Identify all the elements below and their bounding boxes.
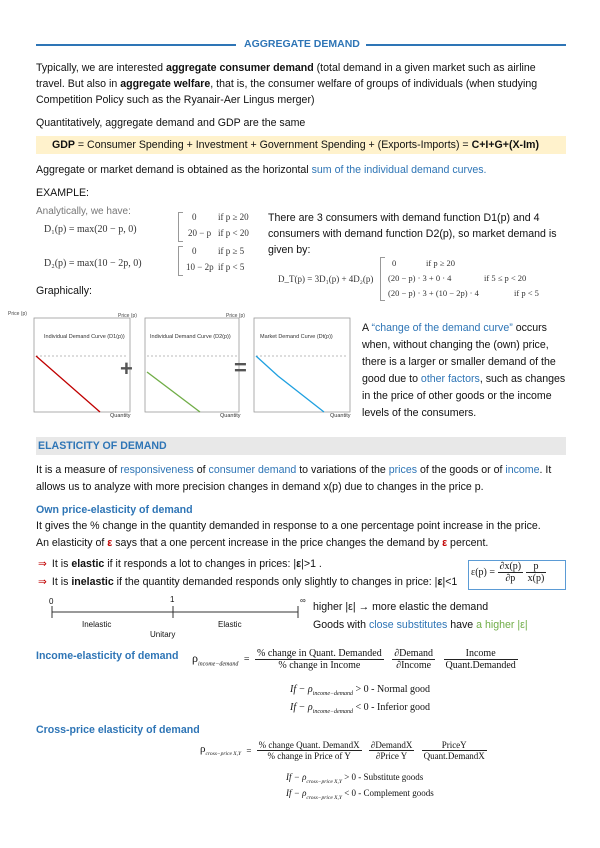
arrow-icon: ⇒ <box>38 576 47 588</box>
dt-formula: D_T(p) = 3D₁(p) + 4D₂(p) <box>278 274 374 284</box>
epsilon-symbol: ε <box>296 558 302 570</box>
cond-sub: income−demand <box>312 691 354 697</box>
higher-epsilon-highlight: a higher |ε| <box>476 619 528 631</box>
intro-bold-welfare: aggregate welfare <box>120 78 211 90</box>
prices-highlight: prices <box>388 464 418 476</box>
inferior-good-condition <box>290 702 430 715</box>
example-label: EXAMPLE: <box>36 187 89 199</box>
income-elasticity-title: Income-elasticity of demand <box>36 650 179 662</box>
income-rho <box>192 651 239 668</box>
dt-case2-cond: if 5 ≤ p < 20 <box>484 273 527 283</box>
income-frac2 <box>392 648 435 671</box>
d2-formula: D₂(p) = max(10 − 2p, 0) <box>44 258 142 269</box>
rho-subscript: cross−price X,Y <box>205 751 242 758</box>
formula-frac2 <box>526 561 547 584</box>
chart3-demand-line <box>256 356 324 412</box>
consumer-demand-highlight: consumer demand <box>208 464 297 476</box>
chart2-quantity-label: Quantity <box>220 413 241 419</box>
cross-frac3 <box>422 740 487 761</box>
rho-symbol: ρ <box>192 651 198 666</box>
chart1-frame <box>34 318 130 412</box>
equals: = <box>243 654 250 665</box>
formula-num1: ∂x(p) <box>499 561 522 572</box>
intro-bold-consumer-demand: aggregate consumer demand <box>165 62 314 74</box>
scale-unitary: Unitary <box>150 630 176 639</box>
intro-text: , that is, the consumer welfare of groups of individuals (when studying Competition Policy such as the Ryanair-Aer Lingus merger) <box>36 78 538 106</box>
dt-case1-cond: if p ≥ 20 <box>426 258 455 268</box>
cond-sub: cross−price X,Y <box>306 794 342 801</box>
aggregate-sentence <box>36 164 487 176</box>
chart1-price-label: Price (p) <box>8 311 27 317</box>
chart-market-demand <box>254 318 350 412</box>
substitutes-note <box>313 619 528 631</box>
graphically-label: Graphically: <box>36 285 92 297</box>
change-text: , such as changes in the price of other goods or the income levels of the consumers. <box>362 373 566 419</box>
scale-inelastic: Inelastic <box>82 620 112 629</box>
gdp-sentence: Quantitatively, aggregate demand and GDP are the same <box>36 117 306 129</box>
note-text: have <box>447 619 477 631</box>
cross-num1: % change Quant. DemandX <box>258 740 360 750</box>
inelastic-bullet <box>38 576 457 588</box>
chart-individual-d1 <box>34 318 130 412</box>
intro-paragraph <box>36 60 566 108</box>
def-text: of <box>193 464 209 476</box>
cross-den2: ∂Price Y <box>375 751 408 761</box>
bullet-text: if the quantity demanded responds only slightly to changes in price: | <box>113 576 438 588</box>
d1-case2-cond: if p < 20 <box>218 228 249 238</box>
bullet-text: |>1 . <box>301 558 322 570</box>
substitute-goods-condition <box>286 772 423 785</box>
income-num1: % change in Quant. Demanded <box>257 648 382 659</box>
income-frac1 <box>255 648 384 671</box>
responsiveness-highlight: responsiveness <box>120 464 194 476</box>
chart2-price-label: Price (p) <box>118 313 137 319</box>
equals: = <box>246 745 252 756</box>
arrow-icon: ⇒ <box>38 558 47 570</box>
elastic-bullet <box>38 558 322 570</box>
cross-den3: Quant.DemandX <box>423 751 485 761</box>
scale-infinity: ∞ <box>300 596 306 605</box>
intro-text: Typically, we are interested <box>36 62 166 74</box>
epsilon-symbol: ε <box>442 537 448 549</box>
cond-sub: cross−price X,Y <box>306 778 342 785</box>
chart1-title: Individual Demand Curve (D1(p)) <box>44 334 125 340</box>
d1-formula: D₁(p) = max(20 − p, 0) <box>44 224 137 235</box>
own-text: percent. <box>447 537 489 549</box>
cross-elasticity-title: Cross-price elasticity of demand <box>36 724 200 736</box>
chart2-frame <box>145 318 239 412</box>
dt-case2-val: (20 − p) · 3 + 0 · 4 <box>388 273 452 283</box>
cross-frac2 <box>369 740 414 761</box>
income-formula <box>192 648 518 671</box>
inelastic-bold: inelastic <box>71 576 114 588</box>
own-text: says that a one percent increase in the price changes the demand by <box>112 537 443 549</box>
chart3-quantity-label: Quantity <box>330 413 351 419</box>
note-text: Goods with <box>313 619 369 631</box>
own-price-p1: It gives the % change in the quantity demanded in response to a one percentage point increase in the price. <box>36 520 541 532</box>
dt-case3-cond: if p < 5 <box>514 288 539 298</box>
d1-brace <box>178 212 183 242</box>
rho-subscript: income−demand <box>198 661 239 668</box>
def-text: It is a measure of <box>36 464 121 476</box>
epsilon-symbol: ε <box>107 537 113 549</box>
page-title: AGGREGATE DEMAND <box>244 38 360 50</box>
def-text: to variations of the <box>296 464 389 476</box>
other-factors-highlight: other factors <box>420 373 480 385</box>
cross-frac1 <box>257 740 362 761</box>
income-frac3 <box>444 648 518 671</box>
elasticity-definition <box>36 462 566 496</box>
own-price-title: Own price-elasticity of demand <box>36 504 193 516</box>
scale-one: 1 <box>170 595 175 604</box>
dt-brace <box>380 257 385 301</box>
title-rule-left <box>36 44 236 46</box>
intro-text: (total demand in a given market such as airline travel. But also in <box>36 62 536 90</box>
income-den3: Quant.Demanded <box>445 660 516 671</box>
d2-case2-cond: if p < 5 <box>218 262 245 272</box>
cond-rest: > 0 - Substitute goods <box>341 772 424 782</box>
chart1-quantity-label: Quantity <box>110 413 131 419</box>
equals-sign: = <box>234 355 247 380</box>
d2-case1-cond: if p ≥ 5 <box>218 246 245 256</box>
plus-sign: + <box>120 356 133 381</box>
demand-charts <box>8 308 358 420</box>
gdp-label: GDP <box>52 139 75 151</box>
income-den1: % change in Income <box>278 660 361 671</box>
normal-good-condition <box>290 684 430 697</box>
d1-case1-cond: if p ≥ 20 <box>218 212 249 222</box>
bullet-text: It is <box>51 576 72 588</box>
chart2-title: Individual Demand Curve (D2(p)) <box>150 334 231 340</box>
d1-case1-val: 0 <box>192 212 197 222</box>
scale-elastic: Elastic <box>218 620 242 629</box>
gdp-short: C+I+G+(X-Im) <box>471 139 539 151</box>
chart3-title: Market Demand Curve (Dt(p)) <box>260 334 333 340</box>
change-text: occurs when, without changing the (own) price, there is a larger or smaller demand of the good due to <box>362 322 556 385</box>
bullet-text: if it responds a lot to changes in prices: | <box>104 558 297 570</box>
income-den2: ∂Income <box>396 660 432 671</box>
formula-den2: x(p) <box>527 573 545 584</box>
scale-zero: 0 <box>49 597 54 606</box>
formula-frac1 <box>498 561 524 584</box>
cross-num3: PriceY <box>422 740 487 751</box>
own-text: An elasticity of <box>36 537 108 549</box>
cond-rest: > 0 - Normal good <box>353 684 431 695</box>
gdp-components: = Consumer Spending + Investment + Government Spending + (Exports-Imports) = <box>74 139 472 151</box>
cross-num2: ∂DemandX <box>370 740 413 750</box>
gdp-formula <box>52 139 539 151</box>
cond-rest: < 0 - Inferior good <box>353 702 431 713</box>
cross-den1: % change in Price of Y <box>267 751 351 761</box>
cond-text: If − ρ <box>286 772 307 782</box>
elasticity-header: ELASTICITY OF DEMAND <box>38 440 167 452</box>
dt-case3-val: (20 − p) · 3 + (10 − 2p) · 4 <box>388 288 479 298</box>
chart1-demand-line <box>36 356 100 412</box>
example-text: There are 3 consumers with demand function D1(p) and 4 consumers with demand function D2(p), so market demand is given by: <box>268 212 557 256</box>
cond-text: If − ρ <box>290 702 313 713</box>
cross-rho <box>200 743 242 758</box>
bullet-text: |<1 <box>442 576 458 588</box>
elastic-bold: elastic <box>71 558 105 570</box>
income-highlight: income <box>505 464 540 476</box>
close-substitutes-highlight: close substitutes <box>368 619 448 631</box>
chart-individual-d2 <box>145 318 239 412</box>
cond-text: If − ρ <box>290 684 313 695</box>
change-highlight: “change of the demand curve” <box>371 322 513 334</box>
def-text: of the goods or of <box>417 464 506 476</box>
chart3-frame <box>254 318 350 412</box>
cond-text: If − ρ <box>286 788 307 798</box>
complement-goods-condition <box>286 788 434 801</box>
d2-case1-val: 0 <box>192 246 197 256</box>
higher-epsilon-note: higher |ε| → more elastic the demand <box>313 601 489 613</box>
cond-rest: < 0 - Complement goods <box>341 788 434 798</box>
elasticity-formula <box>471 561 546 584</box>
income-num2: ∂Demand <box>394 648 434 659</box>
change-text: A <box>362 322 372 334</box>
d2-brace <box>178 246 183 276</box>
aggregate-text: Aggregate or market demand is obtained as the horizontal <box>36 164 312 176</box>
formula-den1: ∂p <box>505 573 516 584</box>
cross-formula <box>200 740 487 761</box>
epsilon-symbol: ε <box>437 576 443 588</box>
chart2-demand-line <box>147 372 200 412</box>
aggregate-highlight: sum of the individual demand curves. <box>311 164 487 176</box>
bullet-text: It is <box>51 558 72 570</box>
d1-case2-val: 20 − p <box>188 228 212 238</box>
formula-num2: p <box>526 561 547 573</box>
own-price-p2 <box>36 537 488 549</box>
def-text: . It allows us to analyze with more precision changes in demand x(p) due to changes in the price p. <box>36 464 552 493</box>
rho-symbol: ρ <box>200 743 206 756</box>
analytically-label: Analytically, we have: <box>36 206 131 217</box>
dt-case1-val: 0 <box>392 258 397 268</box>
chart3-price-label: Price (p) <box>226 313 245 319</box>
income-num3: Income <box>444 648 518 660</box>
title-rule-right <box>366 44 566 46</box>
d2-case2-val: 10 − 2p <box>186 262 214 272</box>
cond-sub: income−demand <box>312 709 354 715</box>
formula-lhs: ε(p) = <box>471 567 495 578</box>
change-demand-paragraph <box>362 320 566 422</box>
